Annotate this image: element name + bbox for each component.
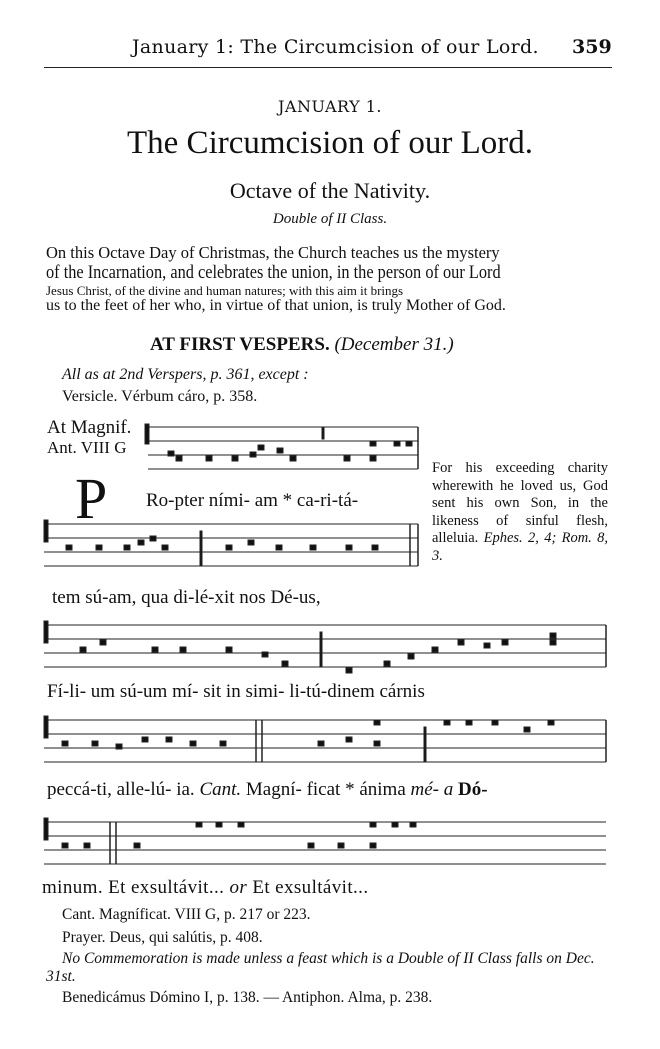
lyric-segment: Magní- ficat * ánima (245, 779, 406, 800)
rubric-versicle: Versicle. Vérbum cáro, p. 358. (62, 388, 258, 405)
intro-line: Jesus Christ, of the divine and human natures; with this aim it brings (46, 283, 404, 298)
rubric-commemoration: No Commemoration is made unless a feast which is a Double of II Class falls on Dec. 31st. (46, 950, 595, 985)
vespers-date-note: (December 31.) (334, 334, 454, 355)
feast-rank: Double of II Class. (272, 211, 388, 227)
antiphon-translation (432, 460, 608, 565)
antiphon-label (47, 418, 131, 458)
rubric-all-as: All as at 2nd Verspers, p. 361, except : (62, 366, 309, 383)
feast-date: JANUARY 1. (278, 97, 382, 116)
rubric-prayer: Prayer. Deus, qui salútis, p. 408. (62, 929, 263, 946)
antiphon-label-mode: Ant. VIII G (47, 438, 127, 457)
vespers-title: AT FIRST VESPERS. (150, 334, 330, 355)
lyric-line (42, 877, 368, 899)
intro-line: of the Incarnation, and celebrates the union, in the person of our Lord (46, 262, 501, 283)
lyric-segment-bold: Dó- (457, 779, 488, 800)
feast-title: The Circumcision of our Lord. (127, 125, 533, 161)
antiphon-label-magnificat: At Magnif. (47, 417, 132, 438)
page-number: 359 (572, 36, 612, 58)
rubric-benedicamus: Benedicámus Dómino I, p. 138. — Antiphon. Alma, p. 238. (62, 989, 433, 1006)
drop-initial: P (75, 466, 108, 531)
lyric-segment: peccá-ti, alle-lú- ia. (47, 779, 195, 800)
lyric-line (47, 779, 488, 801)
scripture-reference: Ephes. 2, 4; Rom. 8, 3. (432, 530, 609, 564)
lyric-line: Fí-li- um sú-um mí- sit in simi- li-tú-dinem cárnis (47, 681, 425, 702)
lyric-line: Ro-pter ními- am * ca-ri-tá- (146, 490, 359, 511)
octave-subtitle: Octave of the Nativity. (229, 178, 431, 203)
lyric-rubric: Cant. (199, 779, 242, 800)
intro-line: us to the feet of her who, in virtue of that union, is truly Mother of God. (46, 297, 506, 314)
lyric-segment-italic: mé- a (410, 779, 454, 800)
lyric-rubric: or (229, 877, 248, 898)
lyric-line: tem sú-am, qua di-lé-xit nos Dé-us, (52, 587, 321, 608)
lyric-segment: minum. Et exsultávit... (42, 877, 225, 898)
running-head: January 1: The Circumcision of our Lord. (132, 36, 539, 58)
translation-text: For his exceeding charity wherewith he loved us, God sent his own Son, in the likeness of sinful flesh, alleluia. (432, 460, 608, 546)
lyric-segment: Et exsultávit... (252, 877, 369, 898)
rubric-canticle: Cant. Magníficat. VIII G, p. 217 or 223. (62, 906, 311, 923)
intro-line: On this Octave Day of Christmas, the Church teaches us the mystery (46, 243, 500, 262)
